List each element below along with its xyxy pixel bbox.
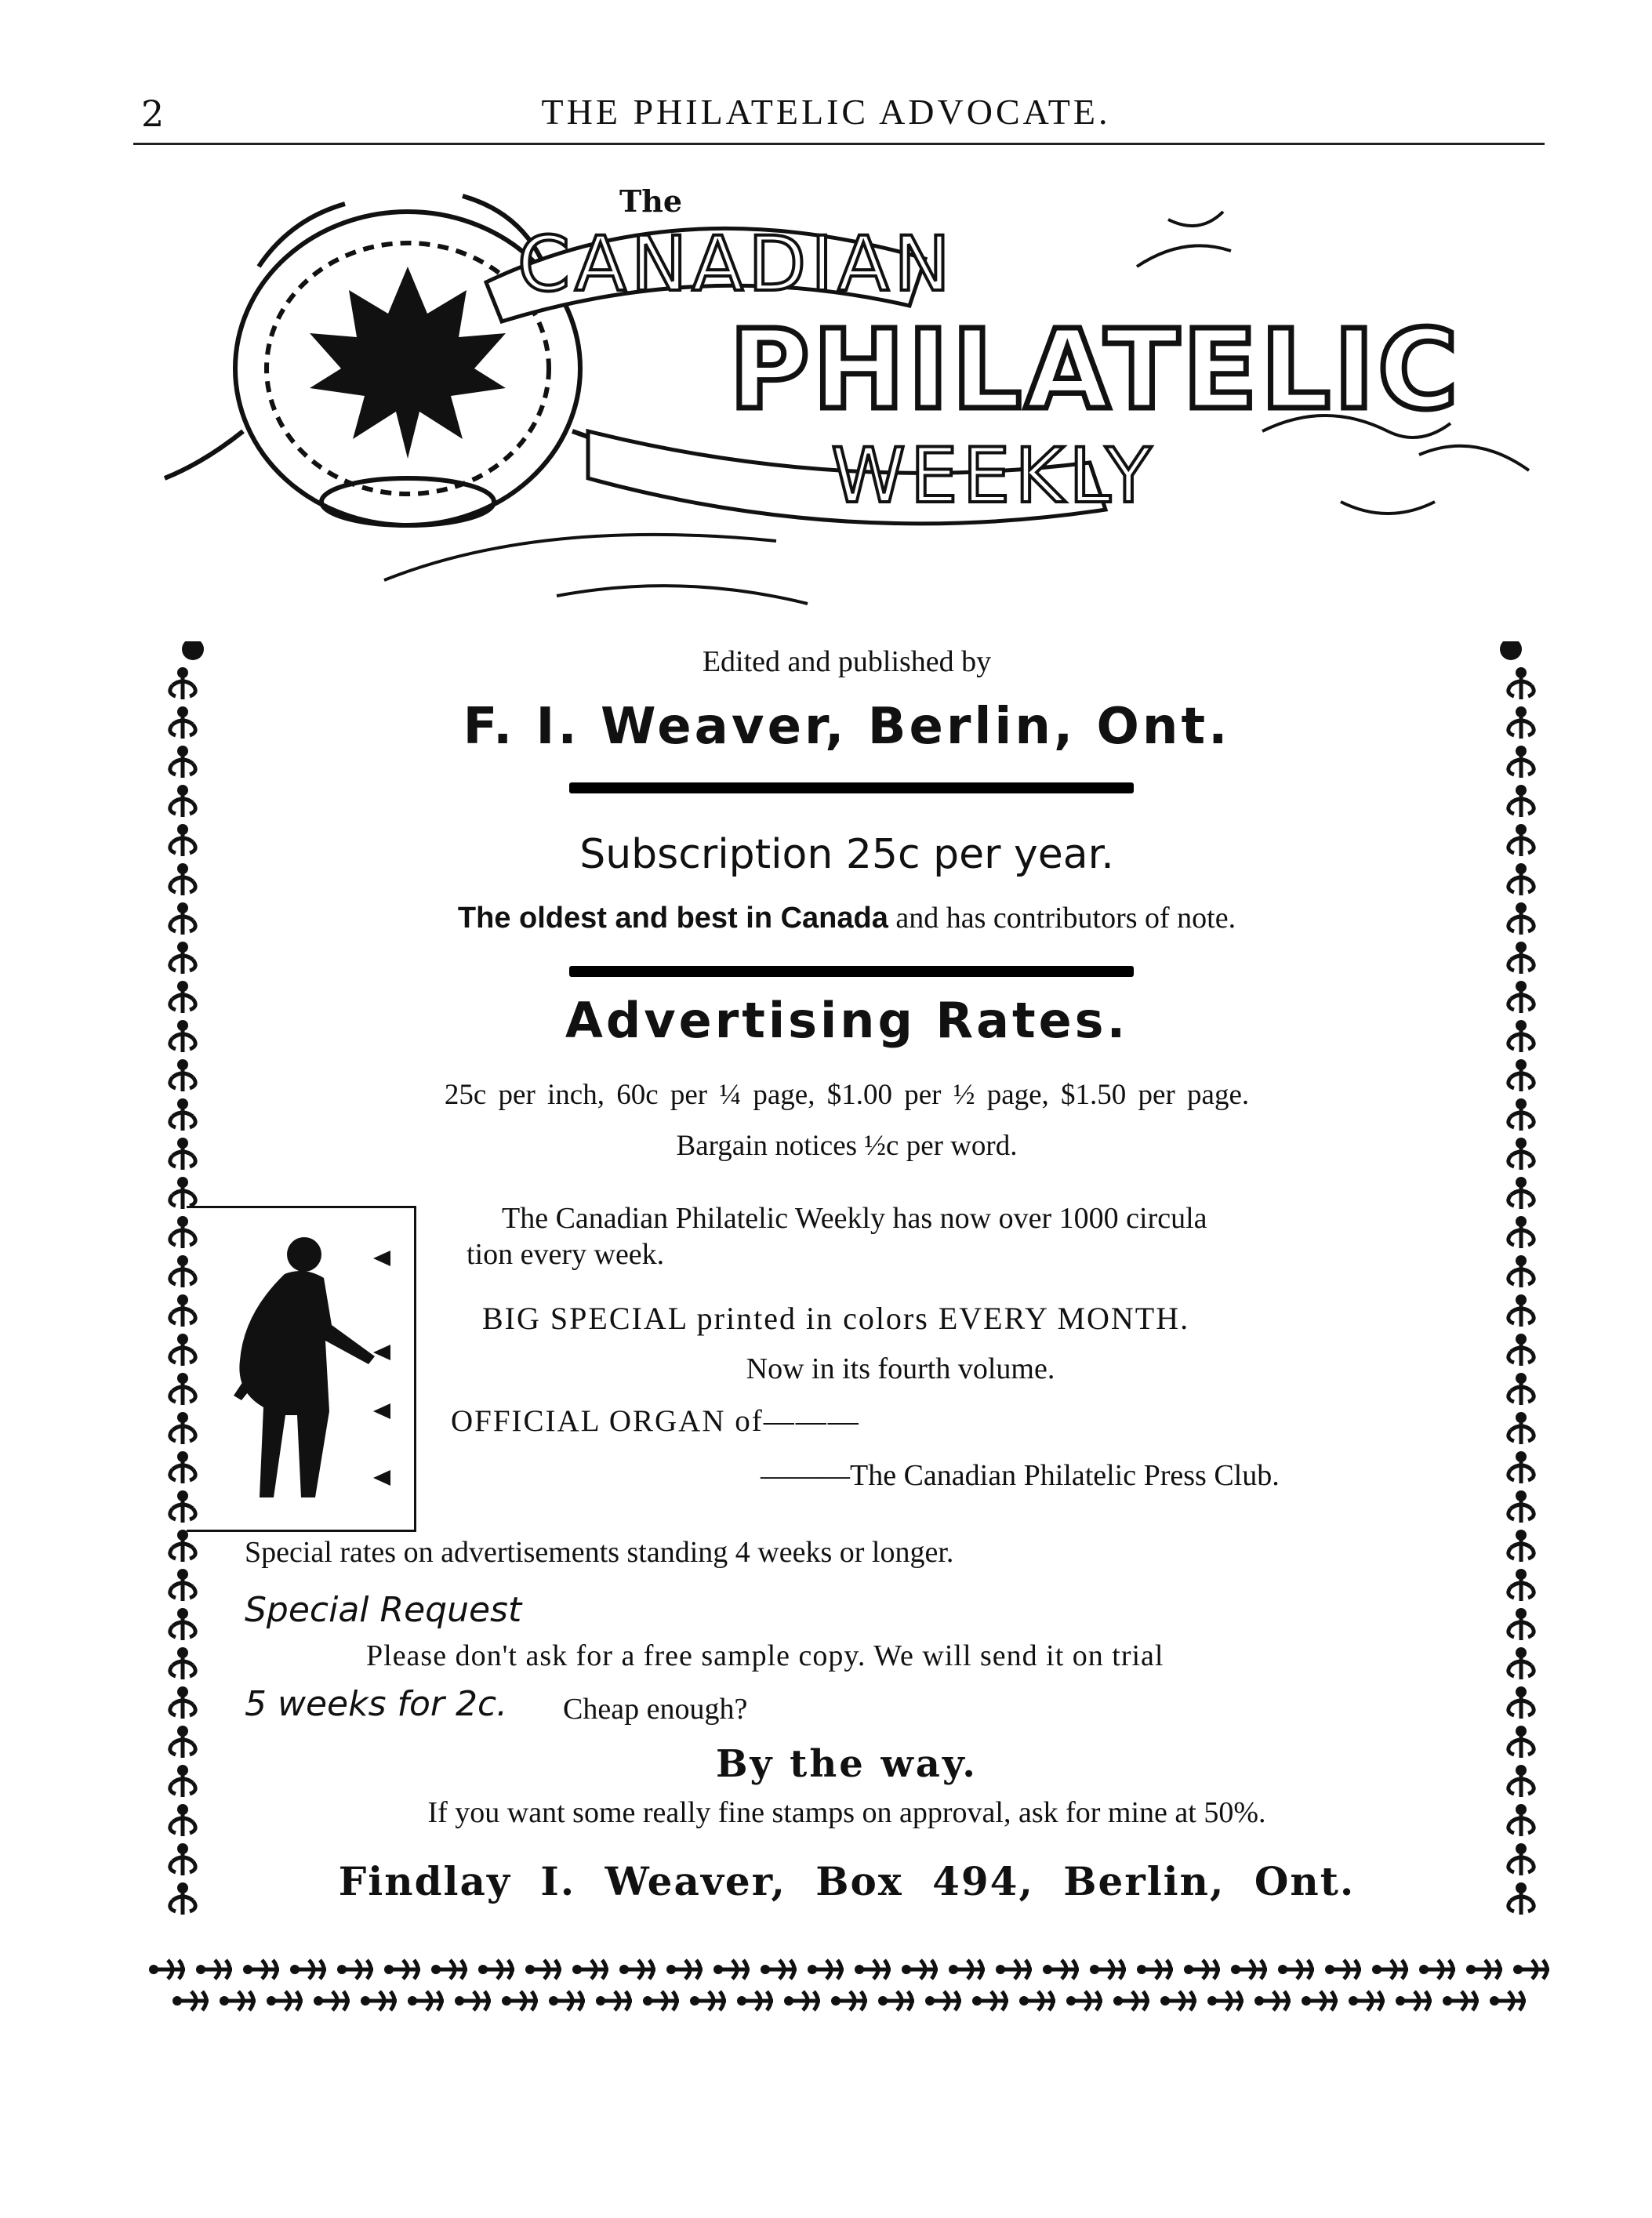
by-the-way-heading: By the way. — [715, 1742, 978, 1786]
cheap-enough: Cheap enough? — [563, 1693, 748, 1726]
divider-rule — [569, 966, 1134, 977]
press-club: ———The Canadian Philatelic Press Club. — [761, 1459, 1280, 1492]
banner-weekly: WEEKLY — [831, 432, 1156, 520]
arrow-triangle-icon — [373, 1470, 390, 1486]
journal-title: THE PHILATELIC ADVOCATE. — [541, 92, 1111, 132]
bargain-notices: Bargain notices ½c per word. — [676, 1130, 1018, 1162]
circulation-line-1: The Canadian Philatelic Weekly has now over 1000 circula — [502, 1202, 1207, 1235]
approval-offer: If you want some really fine stamps on approval, ask for mine at 50%. — [427, 1796, 1266, 1829]
special-request-heading: Special Request — [245, 1590, 522, 1630]
oldest-claim-bold: The oldest and best in Canada — [457, 902, 888, 935]
page-number: 2 — [141, 93, 165, 135]
fourth-volume: Now in its fourth volume. — [746, 1352, 1055, 1385]
trial-offer: 5 weeks for 2c. — [245, 1684, 508, 1724]
banner-canadian: CANADIAN — [517, 220, 955, 308]
publisher-name: F. I. Weaver, Berlin, Ont. — [463, 698, 1231, 756]
official-organ: OFFICIAL ORGAN of——— — [451, 1404, 860, 1438]
header-rule — [133, 143, 1545, 145]
oldest-claim-rest: and has contributors of note. — [888, 902, 1236, 935]
big-special: BIG SPECIAL printed in colors EVERY MONTH. — [482, 1301, 1190, 1336]
arrow-triangle-icon — [373, 1403, 390, 1419]
rates-line: 25c per inch, 60c per ¼ page, $1.00 per ½ page, $1.50 per page. — [444, 1079, 1250, 1111]
advertising-rates-heading: Advertising Rates. — [565, 992, 1129, 1049]
oldest-claim — [204, 900, 1490, 935]
subscription-price: Subscription 25c per year. — [579, 831, 1114, 878]
divider-rule — [569, 782, 1134, 793]
arrow-triangle-icon — [373, 1251, 390, 1266]
special-request-body: Please don't ask for a free sample copy. We will send it on trial — [366, 1639, 1164, 1672]
fleur-de-lis-border-bottom — [147, 1952, 1559, 2023]
maple-leaf-illustration — [310, 267, 506, 525]
banner-the: The — [619, 183, 683, 219]
banner-philatelic: PHILATELIC — [729, 307, 1461, 434]
circulation-line-2: tion every week. — [467, 1238, 665, 1271]
edited-by: Edited and published by — [702, 645, 992, 678]
contact-address: Findlay I. Weaver, Box 494, Berlin, Ont. — [338, 1858, 1356, 1904]
canadian-philatelic-weekly-banner — [149, 172, 1568, 627]
fleur-de-lis-border-right — [1494, 641, 1549, 1966]
special-rates: Special rates on advertisements standing 4 weeks or longer. — [245, 1536, 954, 1569]
